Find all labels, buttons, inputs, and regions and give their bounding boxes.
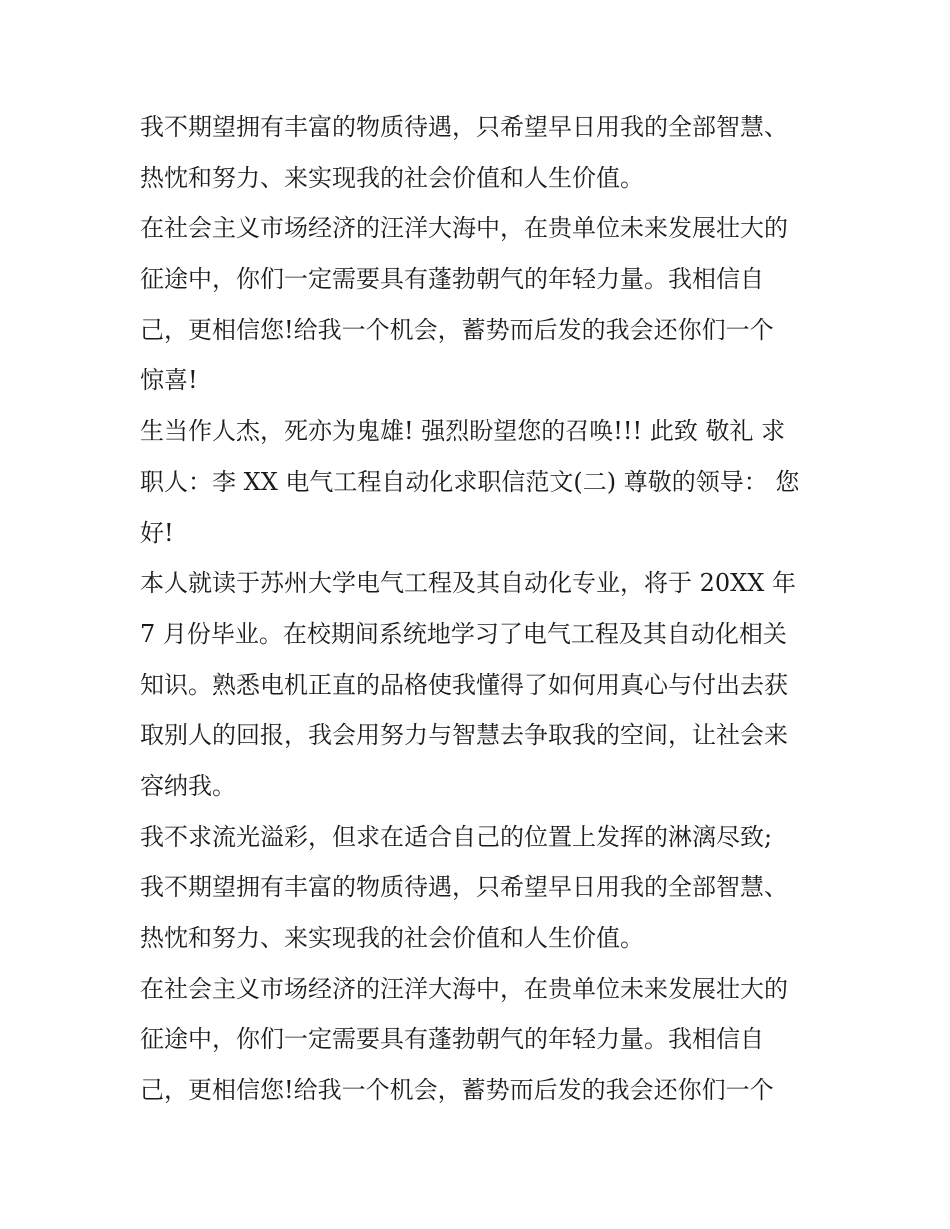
text-line: 征途中，你们一定需要具有蓬勃朝气的年轻力量。我相信自	[140, 265, 764, 294]
text-line: 己，更相信您!给我一个机会，蓄势而后发的我会还你们一个	[140, 1076, 774, 1105]
text-line: 我不期望拥有丰富的物质待遇，只希望早日用我的全部智慧、	[140, 873, 788, 902]
text-line: 在社会主义市场经济的汪洋大海中，在贵单位未来发展壮大的	[140, 214, 788, 243]
text-line: 好!	[140, 518, 174, 547]
text-line: 热忱和努力、来实现我的社会价值和人生价值。	[140, 924, 644, 952]
text-line: 本人就读于苏州大学电气工程及其自动化专业，将于 20XX 年	[140, 569, 796, 598]
text-line: 惊喜!	[140, 366, 198, 395]
text-line: 热忱和努力、来实现我的社会价值和人生价值。	[140, 163, 644, 192]
document-body	[140, 102, 820, 1116]
text-line: 己，更相信您!给我一个机会，蓄势而后发的我会还你们一个	[140, 315, 774, 344]
text-line: 知识。熟悉电机正直的品格使我懂得了如何用真心与付出去获	[140, 670, 788, 699]
text-line: 在社会主义市场经济的汪洋大海中，在贵单位未来发展壮大的	[140, 974, 788, 1003]
text-line: 职人：李 XX 电气工程自动化求职信范文(二) 尊敬的领导： 您	[140, 467, 800, 496]
text-line: 生当作人杰，死亦为鬼雄! 强烈盼望您的召唤!!! 此致 敬礼 求	[140, 417, 786, 446]
text-line: 容纳我。	[140, 771, 236, 800]
text-line: 我不求流光溢彩，但求在适合自己的位置上发挥的淋漓尽致;	[140, 822, 773, 851]
text-line: 征途中，你们一定需要具有蓬勃朝气的年轻力量。我相信自	[140, 1025, 764, 1054]
text-line: 取别人的回报，我会用努力与智慧去争取我的空间，让社会来	[140, 721, 788, 750]
text-line: 7 月份毕业。在校期间系统地学习了电气工程及其自动化相关	[140, 619, 787, 648]
text-line: 我不期望拥有丰富的物质待遇，只希望早日用我的全部智慧、	[140, 113, 788, 141]
